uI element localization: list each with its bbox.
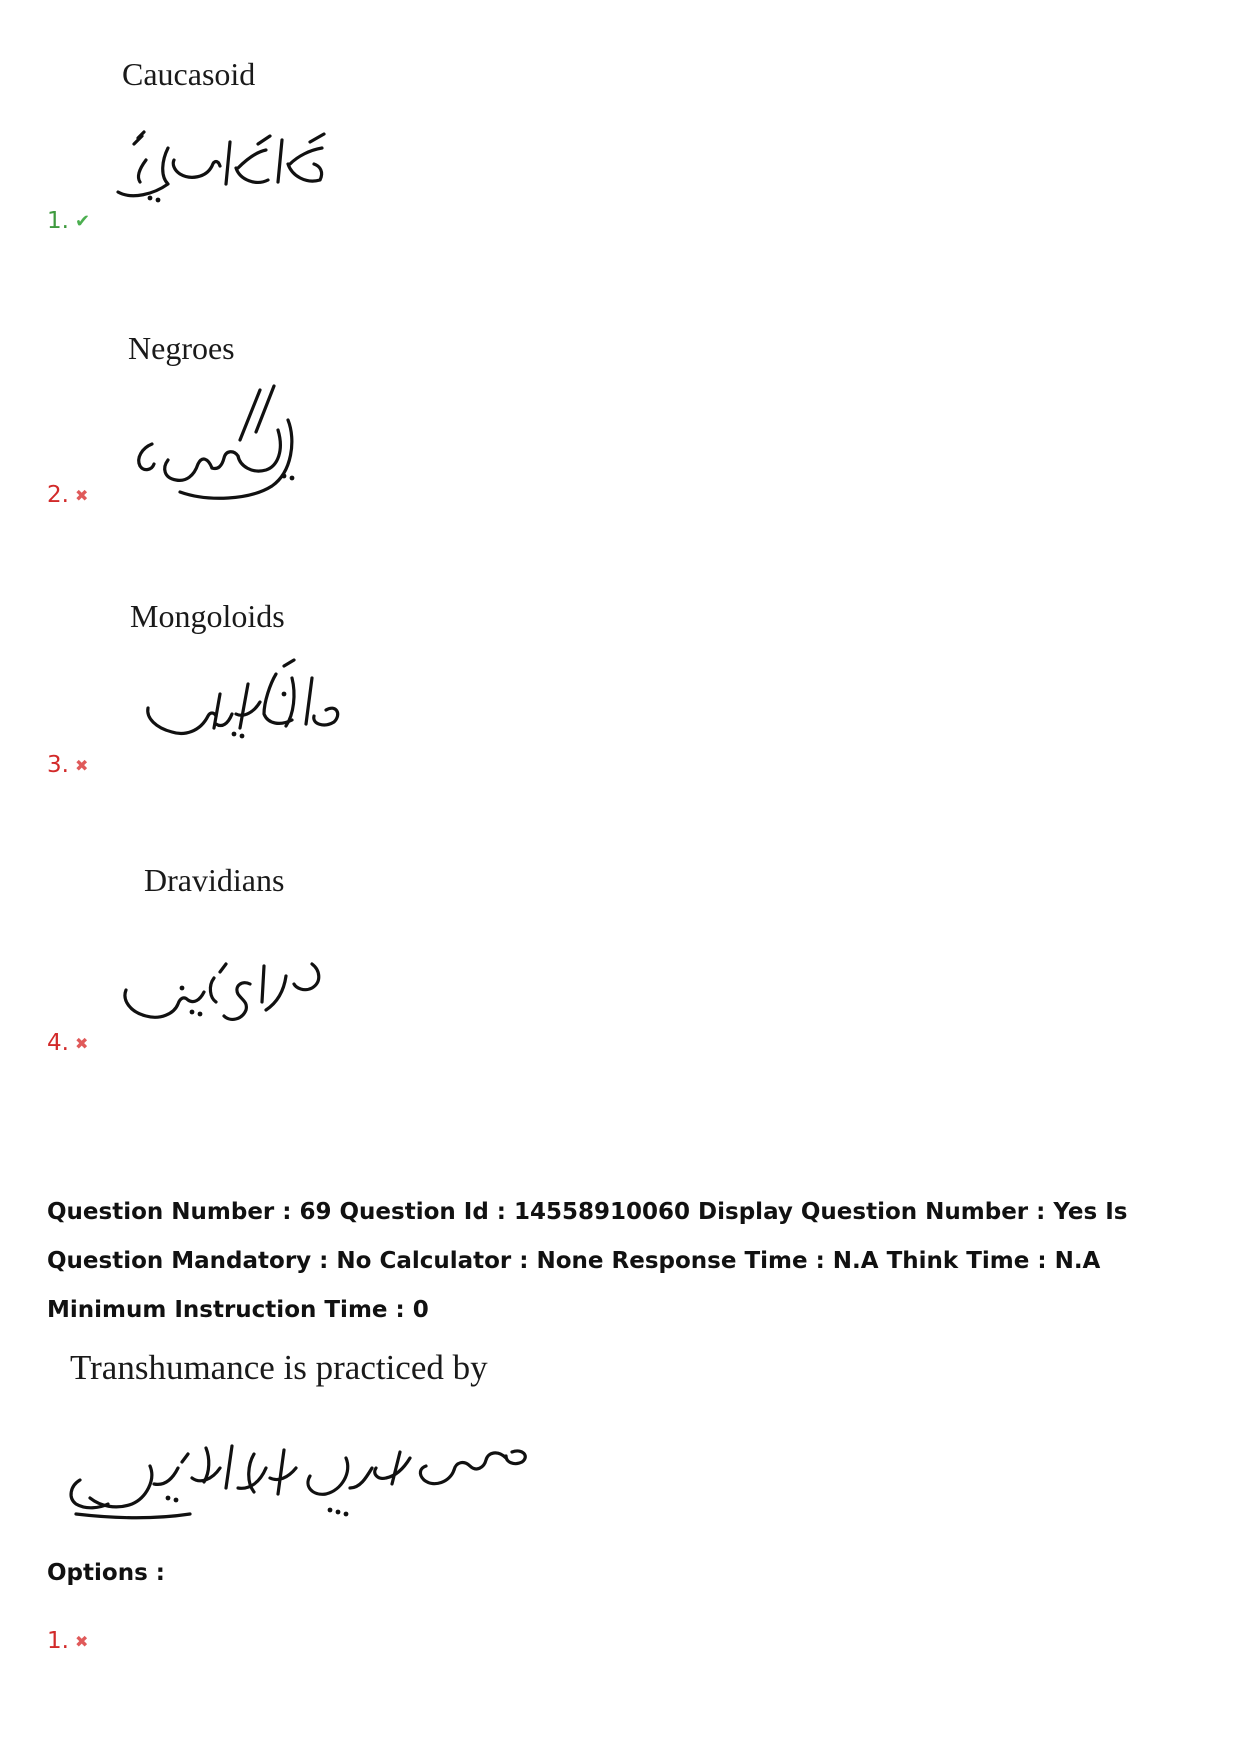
cross-icon: ✖ xyxy=(74,486,89,505)
option-1-number: 1. ✔ xyxy=(47,208,91,234)
options-heading: Options : xyxy=(47,1560,165,1586)
option-1-english-label: Caucasoid xyxy=(122,56,256,92)
option-4-number: 4. ✖ xyxy=(47,1030,89,1056)
next-option-1-number: 1. ✖ xyxy=(47,1628,89,1654)
option-4-urdu-handwriting xyxy=(116,950,336,1050)
cross-icon: ✖ xyxy=(74,1034,89,1053)
cross-icon: ✖ xyxy=(74,756,89,775)
cross-icon: ✖ xyxy=(74,1632,89,1651)
option-3-urdu-handwriting xyxy=(136,654,346,764)
option-3-number: 3. ✖ xyxy=(47,752,89,778)
question-meta: Question Number : 69 Question Id : 14558910060 Display Question Number : Yes Is Question Mandatory : No Calculator : None Response Time : N.A Think Time : N.A Minimum Instruction Time : 0 xyxy=(47,1199,1128,1323)
option-2-urdu-handwriting xyxy=(128,380,318,510)
option-3-english-label: Mongoloids xyxy=(130,598,285,634)
option-4-english-label: Dravidians xyxy=(144,862,285,898)
option-2-english-label: Negroes xyxy=(128,330,235,366)
question-text-english: Transhumance is practiced by xyxy=(70,1348,488,1387)
question-text-urdu-handwriting xyxy=(60,1428,540,1538)
option-2-number: 2. ✖ xyxy=(47,482,89,508)
check-icon: ✔ xyxy=(74,211,91,232)
option-1-urdu-handwriting xyxy=(110,120,340,230)
